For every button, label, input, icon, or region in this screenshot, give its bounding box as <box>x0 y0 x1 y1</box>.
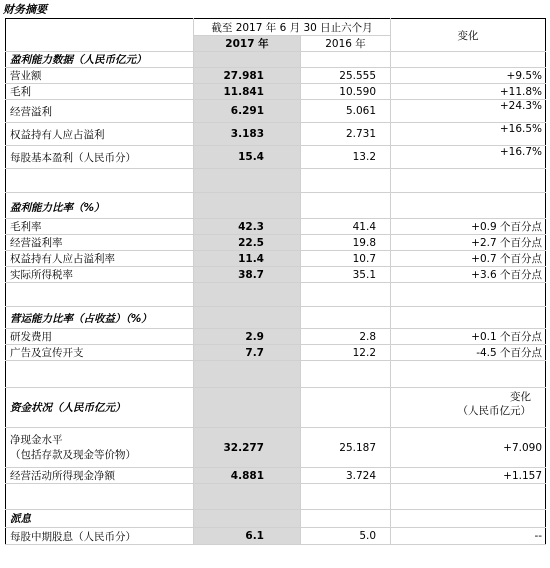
row-label-line2: （包括存款及现金等价物） <box>10 448 136 461</box>
spacer-cell <box>391 283 546 307</box>
value-2017: 22.5 <box>194 235 301 251</box>
section-operating-heading: 营运能力比率（占收益）（%） <box>6 307 194 329</box>
table-row <box>6 528 546 545</box>
row-label: 经营溢利 <box>6 100 194 123</box>
value-change: +1.157 <box>391 468 546 484</box>
table-row <box>6 68 546 84</box>
cell-blank <box>194 510 301 528</box>
row-label: 研发费用 <box>6 329 194 345</box>
document-title: 财务摘要 <box>3 3 47 16</box>
spacer-cell <box>301 361 391 388</box>
spacer-cell <box>391 361 546 388</box>
value-2016: 12.2 <box>301 345 391 361</box>
section-dividend-heading: 派息 <box>6 510 194 528</box>
value-2016: 35.1 <box>301 267 391 283</box>
value-2017: 11.841 <box>194 84 301 100</box>
value-2016: 5.061 <box>301 100 391 123</box>
header-blank <box>6 19 194 52</box>
row-label: 经营溢利率 <box>6 235 194 251</box>
value-change: +9.5% <box>391 68 546 84</box>
value-2016: 5.0 <box>301 528 391 545</box>
cell-blank <box>301 193 391 219</box>
spacer-cell <box>194 169 301 193</box>
value-2017: 4.881 <box>194 468 301 484</box>
value-2017: 6.291 <box>194 100 301 123</box>
value-2016: 41.4 <box>301 219 391 235</box>
value-2017: 42.3 <box>194 219 301 235</box>
value-2017: 2.9 <box>194 329 301 345</box>
value-change: +24.3% <box>391 100 546 123</box>
value-2017: 3.183 <box>194 123 301 146</box>
value-2016: 2.8 <box>301 329 391 345</box>
spacer-cell <box>194 283 301 307</box>
table-row <box>6 428 546 468</box>
row-label: 营业额 <box>6 68 194 84</box>
funds-change-unit: （人民币亿元） <box>457 405 532 417</box>
spacer-cell <box>301 484 391 510</box>
value-change: +0.1 个百分点 <box>391 329 546 345</box>
value-2016: 10.590 <box>301 84 391 100</box>
row-label: 每股中期股息（人民币分） <box>6 528 194 545</box>
section-profit-heading: 盈利能力数据（人民币亿元） <box>6 52 194 68</box>
value-change: -- <box>391 528 546 545</box>
cell-blank <box>301 388 391 428</box>
row-label: 毛利 <box>6 84 194 100</box>
spacer-cell <box>6 283 194 307</box>
row-label: 每股基本盈利（人民币分） <box>6 146 194 169</box>
value-2016: 25.555 <box>301 68 391 84</box>
section-funds-heading: 资金状况（人民币亿元） <box>6 388 194 428</box>
value-change: -4.5 个百分点 <box>391 345 546 361</box>
value-2017: 11.4 <box>194 251 301 267</box>
spacer-cell <box>391 484 546 510</box>
value-2016: 13.2 <box>301 146 391 169</box>
spacer-cell <box>194 361 301 388</box>
spacer-cell <box>301 169 391 193</box>
header-period: 截至 2017 年 6 月 30 日止六个月 <box>194 19 391 36</box>
header-year-current: 2017 年 <box>194 36 301 52</box>
table-row <box>6 345 546 361</box>
value-2017: 38.7 <box>194 267 301 283</box>
value-2016: 25.187 <box>301 428 391 468</box>
section-ratios-heading: 盈利能力比率（%） <box>6 193 194 219</box>
table-row <box>6 84 546 100</box>
table-row <box>6 468 546 484</box>
cell-blank <box>301 52 391 68</box>
value-2016: 3.724 <box>301 468 391 484</box>
spacer-cell <box>6 169 194 193</box>
row-label: 权益持有人应占溢利 <box>6 123 194 146</box>
table-row <box>6 251 546 267</box>
funds-change-label: 变化 <box>510 391 532 403</box>
row-label: 经营活动所得现金净额 <box>6 468 194 484</box>
cell-blank <box>391 510 546 528</box>
spacer-cell <box>301 283 391 307</box>
value-change: +3.6 个百分点 <box>391 267 546 283</box>
row-label <box>6 428 194 468</box>
table-row <box>6 235 546 251</box>
table-row <box>6 219 546 235</box>
cell-blank <box>301 307 391 329</box>
cell-blank <box>391 193 546 219</box>
value-2017: 6.1 <box>194 528 301 545</box>
table-row <box>6 329 546 345</box>
table-row <box>6 100 546 123</box>
row-label: 广告及宣传开支 <box>6 345 194 361</box>
spacer-cell <box>391 169 546 193</box>
row-label: 权益持有人应占溢利率 <box>6 251 194 267</box>
cell-blank <box>194 193 301 219</box>
value-2017: 15.4 <box>194 146 301 169</box>
value-change: +0.9 个百分点 <box>391 219 546 235</box>
financial-summary-table <box>5 18 546 545</box>
row-label-line1: 净现金水平 <box>10 433 63 446</box>
value-2017: 32.277 <box>194 428 301 468</box>
cell-blank <box>391 307 546 329</box>
value-change: +11.8% <box>391 84 546 100</box>
cell-blank <box>194 388 301 428</box>
table-row <box>6 146 546 169</box>
spacer-cell <box>6 484 194 510</box>
value-2017: 7.7 <box>194 345 301 361</box>
cell-blank <box>391 52 546 68</box>
value-change: +16.7% <box>391 146 546 169</box>
spacer-cell <box>194 484 301 510</box>
spacer-cell <box>6 361 194 388</box>
cell-blank <box>301 510 391 528</box>
table-row <box>6 267 546 283</box>
value-change: +0.7 个百分点 <box>391 251 546 267</box>
table-row <box>6 123 546 146</box>
value-change: +16.5% <box>391 123 546 146</box>
value-2016: 2.731 <box>301 123 391 146</box>
row-label: 实际所得税率 <box>6 267 194 283</box>
value-change: +7.090 <box>391 428 546 468</box>
cell-blank <box>194 307 301 329</box>
value-2016: 19.8 <box>301 235 391 251</box>
funds-change-header <box>391 388 546 428</box>
header-change: 变化 <box>391 19 546 52</box>
header-year-previous: 2016 年 <box>301 36 391 52</box>
row-label: 毛利率 <box>6 219 194 235</box>
value-change: +2.7 个百分点 <box>391 235 546 251</box>
cell-blank <box>194 52 301 68</box>
value-2017: 27.981 <box>194 68 301 84</box>
value-2016: 10.7 <box>301 251 391 267</box>
